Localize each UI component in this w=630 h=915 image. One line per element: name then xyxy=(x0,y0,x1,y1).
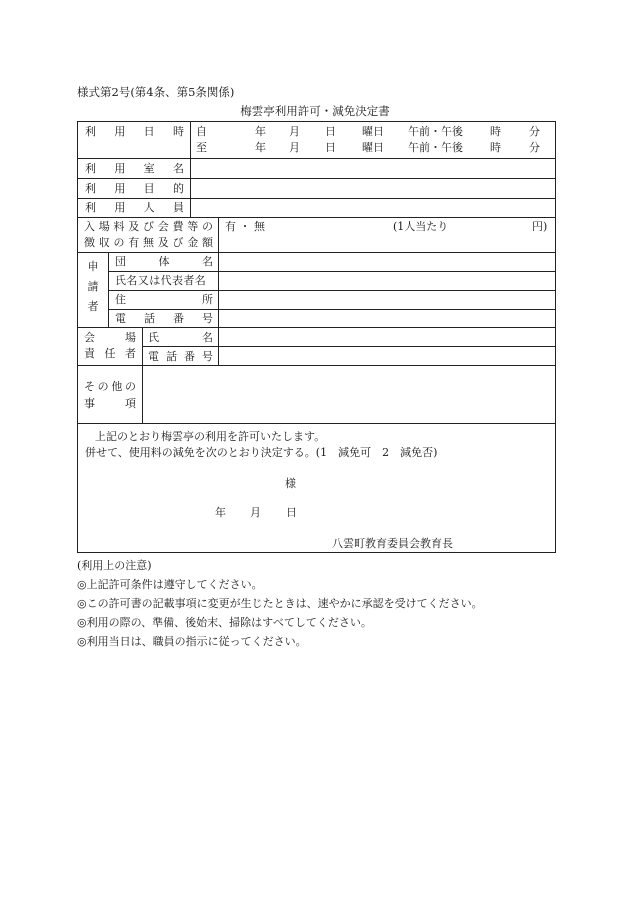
group-name-label: 団 体 名 xyxy=(115,255,213,268)
venue-manager-label-line1: 会 場 xyxy=(84,331,136,344)
fees-yen: 円) xyxy=(532,220,548,233)
manager-phone-label: 電 話 番 号 xyxy=(148,350,213,363)
fees-yes-no: 有 ・ 無 xyxy=(225,220,265,233)
representative-label: 氏名又は代表者名 xyxy=(115,274,207,287)
permit-form-table: 利 用 日 時 自 年 月 日 曜日 午前・午後 時 分 至 年 月 日 曜日 午前・午後 時 分 利 用 室 名 利 用 目 的 利 用 人 員 入 場 料 及 び 会 費 等 の 徴 収 の 有 無 及 び 金 額 有 ・ 無 (1人当たり 円) 申 請 者 団 体 名 氏名又は代表者名 住 所 電 話 番 号 会 場 責 任 者 氏 名 電 話 番 号 そ の 他 の 事 項 上記のとおり梅雲亭の利用を許可いたします。 併せて、使用料の減免を次のとおり決定する。(1 減免可 2 減免否) 様 年 月 日 八雲町教育委員会教育長 xyxy=(77,121,556,553)
fees-per-person: (1人当たり xyxy=(393,220,449,233)
decision-line1: 上記のとおり梅雲亭の利用を許可いたします。 xyxy=(95,430,326,443)
manager-name-label: 氏 名 xyxy=(148,331,213,344)
other-label-line2: 事 項 xyxy=(84,397,136,410)
note-item: ◎この許可書の記載事項に変更が生じたときは、速やかに承認を受けてください。 xyxy=(77,597,483,610)
form-number: 様式第2号(第4条、第5条関係) xyxy=(77,85,235,99)
note-item: ◎利用当日は、職員の指示に従ってください。 xyxy=(77,635,307,648)
issuer: 八雲町教育委員会教育長 xyxy=(332,537,453,550)
document-title: 梅雲亭利用許可・減免決定書 xyxy=(240,104,390,118)
note-item: ◎利用の際の、準備、後始末、掃除はすべてしてください。 xyxy=(77,616,372,629)
applicant-phone-label: 電 話 番 号 xyxy=(115,312,213,325)
other-label-line1: そ の 他 の xyxy=(84,380,136,393)
people-label: 利 用 人 員 xyxy=(85,201,184,214)
fees-label-line1: 入 場 料 及 び 会 費 等 の xyxy=(84,220,213,233)
applicant-label: 申 請 者 xyxy=(87,260,99,313)
purpose-label: 利 用 目 的 xyxy=(85,182,184,195)
fees-label-line2: 徴 収 の 有 無 及 び 金 額 xyxy=(84,236,213,249)
sama-label: 様 xyxy=(285,477,296,490)
venue-manager-label-line2: 責 任 者 xyxy=(84,347,136,360)
decision-line2: 併せて、使用料の減免を次のとおり決定する。(1 減免可 2 減免否) xyxy=(85,446,438,459)
address-label: 住 所 xyxy=(115,293,213,306)
room-name-label: 利 用 室 名 xyxy=(85,162,184,175)
note-item: ◎上記許可条件は遵守してください。 xyxy=(77,578,263,591)
notes-heading: (利用上の注意) xyxy=(77,559,152,572)
usage-datetime-label: 利 用 日 時 xyxy=(85,125,184,138)
